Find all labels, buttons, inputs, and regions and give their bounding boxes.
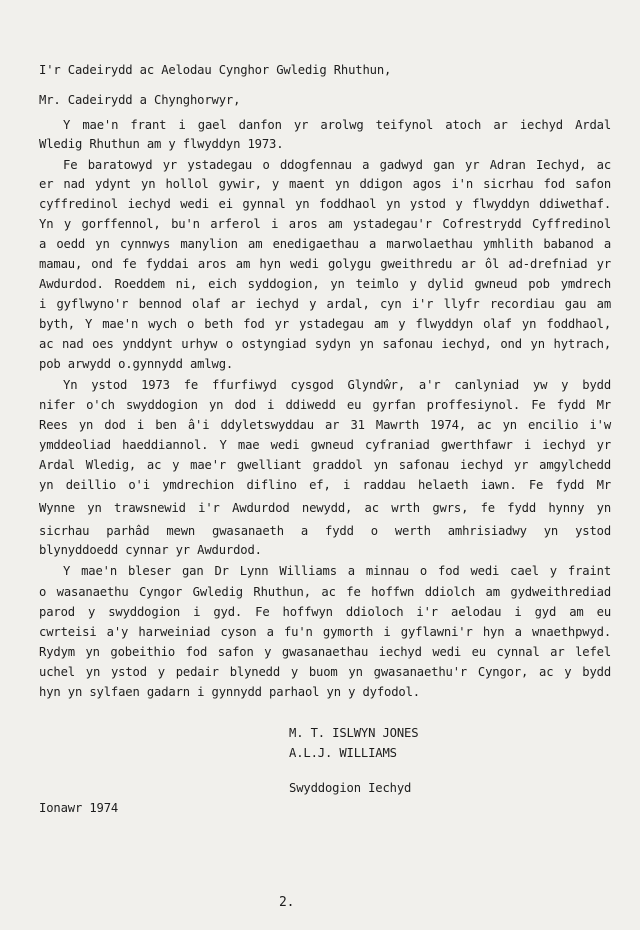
paragraph-2-line-10: ac nad oes ynddynt urhyw o ostyngiad sydyn yn safonau iechyd, ond yn hytrach, (39, 337, 611, 351)
paragraph-3-line-3: Rees yn dod i ben â'i ddyletswyddau ar 31 Mawrth 1974, ac yn encilio i'w (39, 418, 611, 432)
salutation-line-1: I'r Cadeirydd ac Aelodau Cynghor Gwledig Rhuthun, (39, 63, 392, 77)
paragraph-4-line-3: parod y swyddogion i gyd. Fe hoffwyn ddioloch i'r aelodau i gyd am eu (39, 605, 611, 619)
paragraph-2-line-2: er nad ydynt yn hollol gywir, y maent yn ddigon agos i'n sicrhau fod safon (39, 177, 611, 191)
signatory-2: A.L.J. WILLIAMS (289, 746, 397, 760)
paragraph-2-line-6: mamau, ond fe fyddai aros am hyn wedi golygu gweithredu ar ôl ad-drefniad yr (39, 257, 611, 271)
paragraph-3-line-4: ymddeoliad haeddiannol. Y mae wedi gwneud cyfraniad gwerthfawr i iechyd yr (39, 438, 611, 452)
paragraph-3-line-8: sicrhau parhâd mewn gwasanaeth a fydd o werth amhrisiadwy yn ystod (39, 524, 611, 538)
paragraph-4-line-4: cwrteisi a'y harweiniad cyson a fu'n gymorth i gyflawni'r hyn a wnaethpwyd. (39, 625, 611, 639)
salutation-line-2: Mr. Cadeirydd a Chynghorwyr, (39, 93, 241, 107)
paragraph-2-line-7: Awdurdod. Roeddem ni, eich syddogion, yn teimlo y dylid gwneud pob ymdrech (39, 277, 611, 291)
paragraph-4-line-5: Rydym yn gobeithio fod safon y gwasanaethau iechyd wedi eu cynnal ar lefel (39, 645, 611, 659)
page-number: 2. (279, 895, 295, 910)
signatory-1: M. T. ISLWYN JONES (289, 726, 419, 740)
paragraph-4-line-7: hyn yn sylfaen gadarn i gynnydd parhaol yn y dyfodol. (39, 685, 420, 699)
paragraph-3-line-5: Ardal Wledig, ac y mae'r gwelliant graddol yn safonau iechyd yr amgylchedd (39, 458, 611, 472)
paragraph-2-line-3: cyffredinol iechyd wedi ei gynnal yn foddhaol yn ystod y flwyddyn ddiwethaf. (39, 197, 611, 211)
paragraph-1-line-2: Wledig Rhuthun am y flwyddyn 1973. (39, 137, 284, 151)
paragraph-3-line-6: yn deillio o'i ymdrechion diflino ef, i raddau helaeth iawn. Fe fydd Mr (39, 478, 611, 492)
paragraph-2-line-8: i gyflwyno'r bennod olaf ar iechyd y ardal, cyn i'r llyfr recordiau gau am (39, 297, 611, 311)
paragraph-3-line-7: Wynne yn trawsnewid i'r Awdurdod newydd, ac wrth gwrs, fe fydd hynny yn (39, 501, 611, 515)
letter-date: Ionawr 1974 (39, 801, 119, 815)
paragraph-2-line-5: a oedd yn cynnwys manylion am enedigaethau a marwolaethau ymhlith babanod a (39, 237, 611, 251)
paragraph-4-line-6: uchel yn ystod y pedair blynedd y buom yn gwasanaethu'r Cyngor, ac y bydd (39, 665, 611, 679)
signatory-role: Swyddogion Iechyd (289, 781, 412, 795)
paragraph-2-line-1: Fe baratowyd yr ystadegau o ddogfennau a gadwyd gan yr Adran Iechyd, ac (63, 158, 611, 172)
paragraph-4-line-1: Y mae'n bleser gan Dr Lynn Williams a minnau o fod wedi cael y fraint (63, 564, 611, 578)
paragraph-3-line-2: nifer o'ch swyddogion yn dod i ddiwedd eu gyrfan proffesiynol. Fe fydd Mr (39, 398, 611, 412)
paragraph-2-line-4: Yn y gorffennol, bu'n arferol i aros am ystadegau'r Cofrestrydd Cyffredinol (39, 217, 611, 231)
paragraph-1-line-1: Y mae'n frant i gael danfon yr arolwg teifynol atoch ar iechyd Ardal (63, 118, 611, 132)
paragraph-4-line-2: o wasanaethu Cyngor Gwledig Rhuthun, ac fe hoffwn ddiolch am gydweithrediad (39, 585, 611, 599)
paragraph-3-line-9: blynyddoedd cynnar yr Awdurdod. (39, 543, 262, 557)
paragraph-3-line-1: Yn ystod 1973 fe ffurfiwyd cysgod Glyndŵr, a'r canlyniad yw y bydd (63, 378, 611, 392)
paragraph-2-line-9: byth, Y mae'n wych o beth fod yr ystadegau am y flwyddyn olaf yn foddhaol, (39, 317, 611, 331)
paragraph-2-line-11: pob arwydd o.gynnydd amlwg. (39, 357, 234, 371)
